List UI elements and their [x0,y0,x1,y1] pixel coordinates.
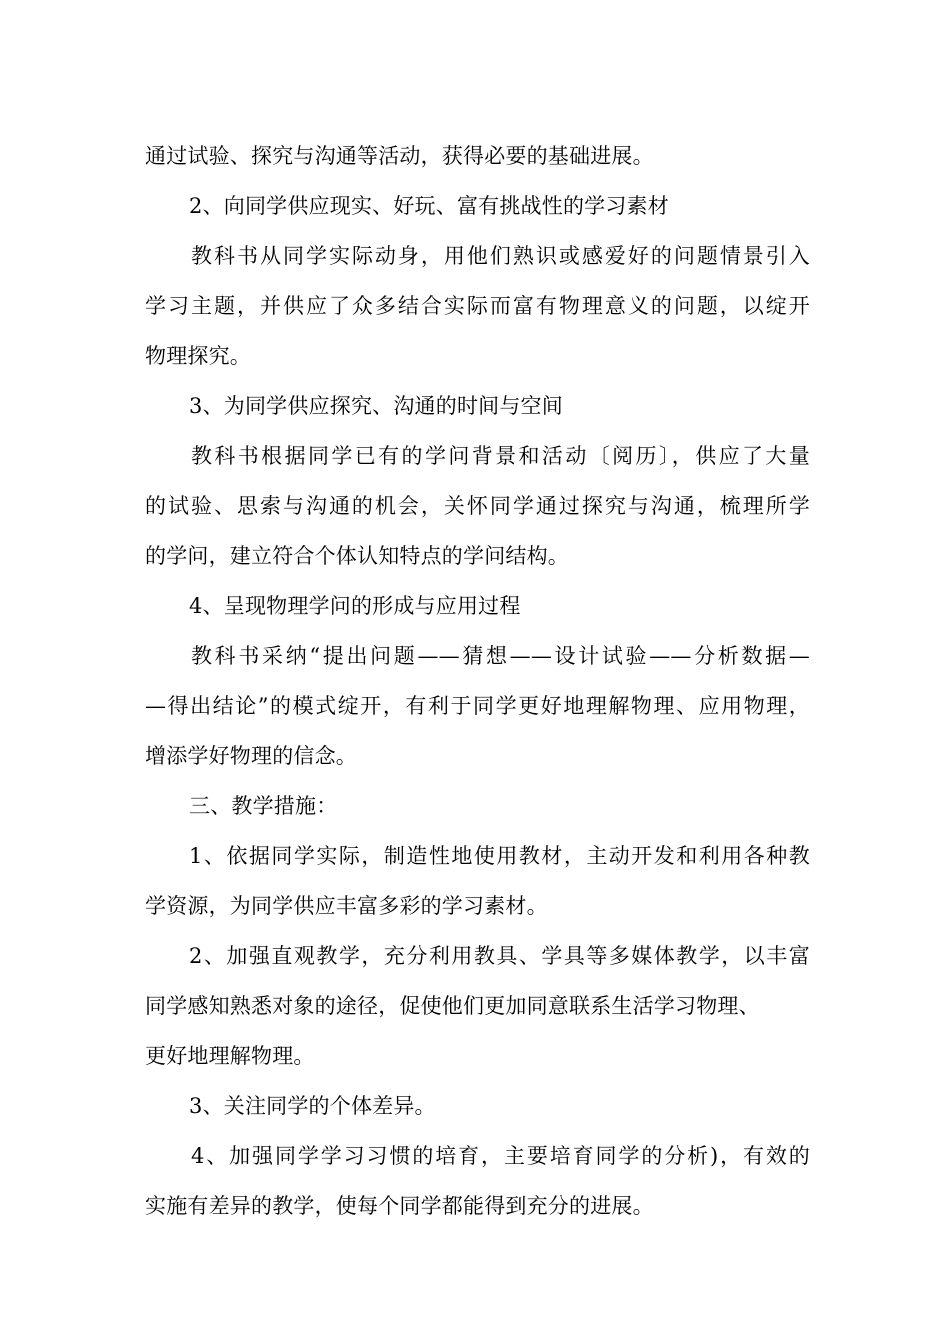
text-line: 3、关注同学的个体差异。 [189,1094,436,1118]
section-heading: 2、向同学供应现实、好玩、富有挑战性的学习素材 [189,194,669,218]
text-line: 同学感知熟悉对象的途径，促使他们更加同意联系生活学习物理、 [145,994,760,1018]
document-body [145,131,810,1231]
text-line: 教科书根据同学已有的学问背景和活动〔阅历〕，供应了大量 [191,444,810,468]
text-line: 4、加强同学学习习惯的培育，主要培育同学的分析)，有效的 [191,1144,810,1168]
text-line: 2、加强直观教学，充分利用教具、学具等多媒体教学，以丰富 [189,944,810,968]
text-line: 的试验、思索与沟通的机会，关怀同学通过探究与沟通，梳理所学 [145,494,810,518]
text-line: 1、依据同学实际，制造性地使用教材，主动开发和利用各种教 [189,844,810,868]
text-line: 教科书从同学实际动身，用他们熟识或感爱好的问题情景引入 [191,244,810,268]
text-line: —得出结论”的模式绽开，有利于同学更好地理解物理、应用物理， [145,694,810,718]
section-heading: 4、呈现物理学问的形成与应用过程 [189,594,521,618]
text-line: 更好地理解物理。 [145,1044,315,1068]
text-line: 学资源，为同学供应丰富多彩的学习素材。 [145,894,548,918]
text-line: 物理探究。 [145,344,251,368]
text-line: 教科书采纳“提出问题——猜想——设计试验——分析数据— [191,644,810,668]
text-line: 的学问，建立符合个体认知特点的学问结构。 [145,544,569,568]
section-heading: 三、教学措施： [189,794,338,818]
text-line: 增添学好物理的信念。 [145,744,357,768]
text-line: 通过试验、探究与沟通等活动，获得必要的基础进展。 [145,144,654,168]
text-line: 学习主题，并供应了众多结合实际而富有物理意义的问题，以绽开 [145,294,810,318]
text-line: 实施有差异的教学，使每个同学都能得到充分的进展。 [145,1194,654,1218]
section-heading: 3、为同学供应探究、沟通的时间与空间 [189,394,563,418]
